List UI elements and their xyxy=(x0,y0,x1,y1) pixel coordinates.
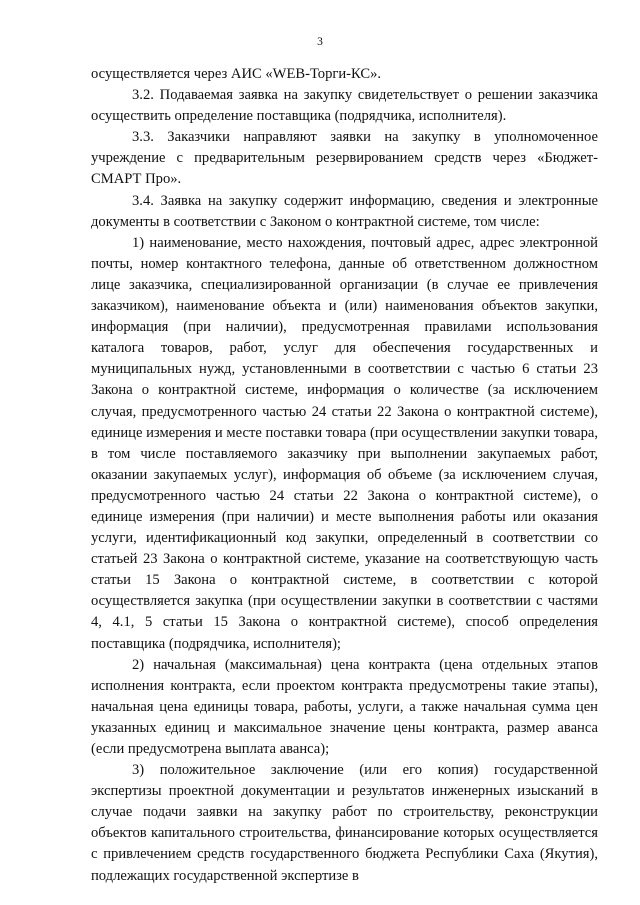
page-number: 3 xyxy=(317,36,323,48)
list-item-1: 1) наименование, место нахождения, почтовый адрес, адрес электронной почты, номер контактного телефона, данные об ответственном должностном лице заказчика, специализированной организации (в случае ее привлечения заказчиком), наименование объекта и (или) наименования объектов закупки, информация (при наличии), предусмотренная правилами использования каталога товаров, работ, услуг для обеспечения государственных и муниципальных нужд, установленными в соответствии с частью 6 статьи 23 Закона о контрактной системе, информация о количестве (за исключением случая, предусмотренного частью 24 статьи 22 Закона о контрактной системе), единице измерения и месте поставки товара (при осуществлении закупки товара, в том числе поставляемого заказчику при выполнении закупаемых работ, оказании закупаемых услуг), информация об объеме (за исключением случая, предусмотренного частью 24 статьи 22 Закона о контрактной системе), о единице измерения (при наличии) и месте выполнения работы или оказания услуги, идентификационный код закупки, определенный в соответствии со статьей 23 Закона о контрактной системе, указание на соответствующую часть статьи 15 Закона о контрактной системе, в соответствии с которой осуществляется закупка (при осуществлении закупки в соответствии с частями 4, 4.1, 5 статьи 15 Закона о контрактной системе), способ определения поставщика (подрядчика, исполнителя); xyxy=(91,234,598,652)
list-item-3: 3) положительное заключение (или его копия) государственной экспертизы проектной документации и результатов инженерных изысканий в случае подачи заявки на закупку работ по строительству, реконструкции объектов капитального строительства, финансирование которых осуществляется с привлечением средств государственного бюджета Республики Саха (Якутия), подлежащих государственной экспертизе в xyxy=(91,762,598,884)
paragraph-3-2: 3.2. Подаваемая заявка на закупку свидетельствует о решении заказчика осуществить определение поставщика (подрядчика, исполнителя). xyxy=(91,87,598,125)
paragraph-continuation: осуществляется через АИС «WEB-Торги-КС». xyxy=(91,66,382,82)
document-body xyxy=(91,64,598,887)
paragraph-3-4: 3.4. Заявка на закупку содержит информацию, сведения и электронные документы в соответствии с Законом о контрактной системе, том числе: xyxy=(91,192,598,230)
list-item-2: 2) начальная (максимальная) цена контракта (цена отдельных этапов исполнения контракта, если проектом контракта предусмотрены такие этапы), начальная цена единицы товара, работы, услуги, а также начальная сумма цен указанных единиц и максимальное значение цены контракта, размер аванса (если предусмотрена выплата аванса); xyxy=(91,656,598,757)
paragraph-3-3: 3.3. Заказчики направляют заявки на закупку в уполномоченное учреждение с предварительным резервированием средств через «Бюджет-СМАРТ Про». xyxy=(91,129,598,188)
